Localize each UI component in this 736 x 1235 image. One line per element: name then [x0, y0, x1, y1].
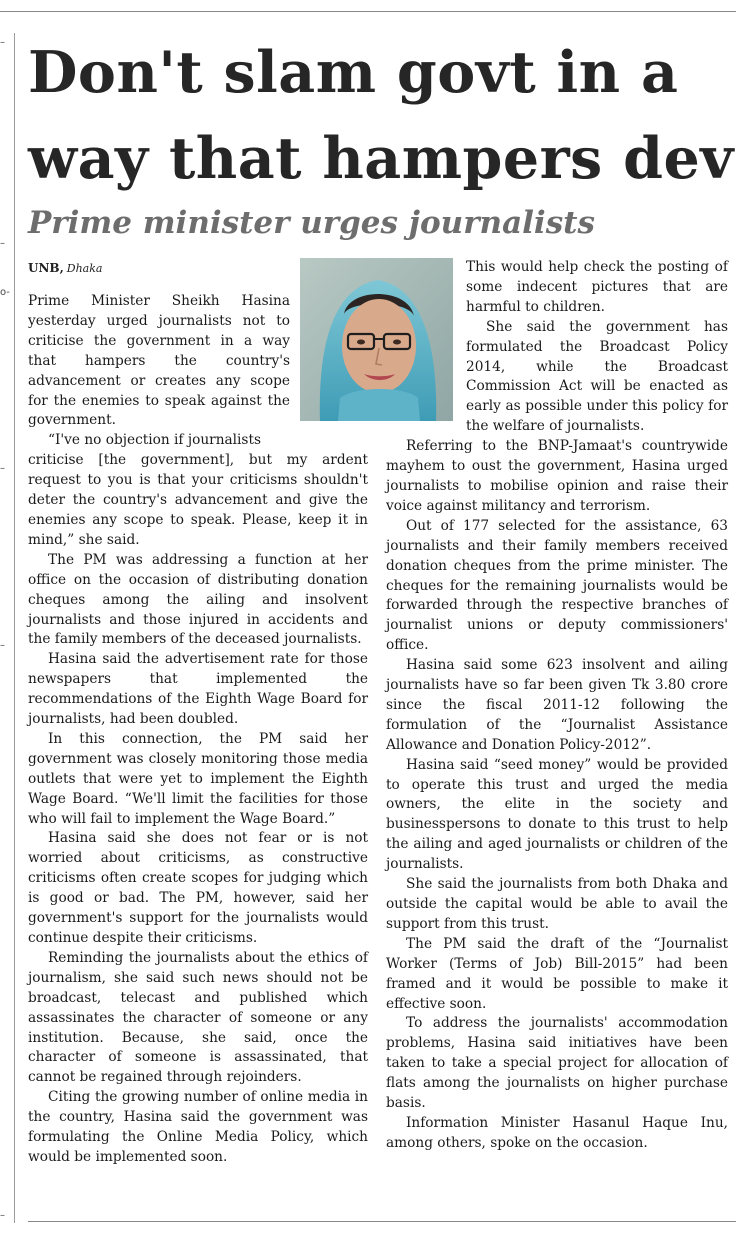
- margin-tick-5: –: [0, 1210, 5, 1221]
- paragraph: She said the government has formulated the Broadcast Policy 2014, while the Broadcast Commission Act will be enacted as early as possible under this policy for the welfare of journalists.: [466, 318, 728, 435]
- paragraph: Hasina said she does not fear or is not worried about criticisms, as constructive criticisms often create scopes for judging which is good or bad. The PM, however, said her government's support for the journalists would continue despite their criticisms.: [28, 830, 368, 946]
- byline-agency: UNB,: [28, 261, 64, 275]
- paragraph: Information Minister Hasanul Haque Inu, among others, spoke on the occasion.: [386, 1114, 728, 1151]
- paragraph: Out of 177 selected for the assistance, 63 journalists and their family members received donation cheques from the prime minister. The cheques for the remaining journalists would be forwarded through the respective branches of journalist unions or deputy commissioners' office.: [386, 517, 728, 654]
- paragraph: Hasina said some 623 insolvent and ailing journalists have so far been given Tk 3.80 crore since the fiscal 2011-12 following the formulation of the “Journalist Assistance Allowance and Donation Policy-2012”.: [386, 657, 728, 753]
- margin-tick-1: –: [0, 37, 5, 48]
- headline: [28, 30, 734, 202]
- margin-tick-3: –: [0, 463, 5, 474]
- margin-tick-4: –: [0, 640, 5, 651]
- column-divider: [14, 33, 15, 1223]
- paragraph: The PM said the draft of the “Journalist Worker (Terms of Job) Bill-2015” had been framed and it would be possible to make it effective soon.: [386, 935, 728, 1012]
- top-rule: [0, 11, 736, 12]
- paragraph: The PM was addressing a function at her office on the occasion of distributing donation cheques among the ailing and insolvent journalists and those injured in accidents and the family members of the deceased journalists.: [28, 551, 368, 648]
- paragraph: Referring to the BNP-Jamaat's countrywide mayhem to oust the government, Hasina urged journalists to mobilise opinion and raise their voice against militancy and terrorism.: [386, 438, 728, 514]
- paragraph: Citing the growing number of online media in the country, Hasina said the government was formulating the Online Media Policy, which would be implemented soon.: [28, 1089, 368, 1165]
- paragraph: Reminding the journalists about the ethics of journalism, she said such news should not be broadcast, telecast and published which assassinates the character of someone or any institution. Because, she said, once the character of someone is assassinated, that cannot be regained through rejoinders.: [28, 949, 368, 1086]
- body-column-2: [386, 258, 728, 1154]
- paragraph: In this connection, the PM said her government was closely monitoring those media outlets that were yet to implement the Eighth Wage Board. “We'll limit the facilities for those who will fail to implement the Wage Board.”: [28, 730, 368, 827]
- paragraph: “I've no objection if journalists: [48, 432, 261, 449]
- margin-tick-2: –: [0, 238, 5, 249]
- paragraph: She said the journalists from both Dhaka and outside the capital would be able to avail the support from this trust.: [386, 876, 728, 932]
- headline-line-1: Don't slam govt in a: [28, 39, 679, 106]
- subheadline: Prime minister urges journalists: [28, 205, 595, 241]
- headline-line-2: way that hampers dev: [28, 125, 734, 192]
- paragraph: Hasina said the advertisement rate for those newspapers that implemented the recommendations of the Eighth Wage Board for journalists, had been doubled.: [28, 651, 368, 728]
- byline-location: Dhaka: [66, 262, 103, 275]
- bottom-rule: [28, 1221, 736, 1222]
- paragraph: This would help check the posting of some indecent pictures that are harmful to children.: [466, 259, 728, 315]
- paragraph: To address the journalists' accommodation problems, Hasina said initiatives have been taken to take a special project for allocation of flats among the journalists on higher purchase basis.: [386, 1015, 728, 1112]
- body-column-1: [28, 292, 368, 1168]
- paragraph: Hasina said “seed money” would be provided to operate this trust and urged the media owners, the elite in the society and businesspersons to donate to this trust to help the ailing and aged journalists or children of the journalists.: [386, 756, 728, 873]
- paragraph: criticise [the government], but my ardent request to you is that your criticisms shouldn't deter the country's advancement and give the enemies any scope to speak. Please, keep it in mind,” she said.: [28, 452, 368, 548]
- margin-fragment-1: o-: [0, 287, 10, 298]
- paragraph: Prime Minister Sheikh Hasina yesterday urged journalists not to criticise the government in a way that hampers the country's advancement or creates any scope for the enemies to speak against the government.: [28, 293, 290, 429]
- byline: [28, 261, 102, 275]
